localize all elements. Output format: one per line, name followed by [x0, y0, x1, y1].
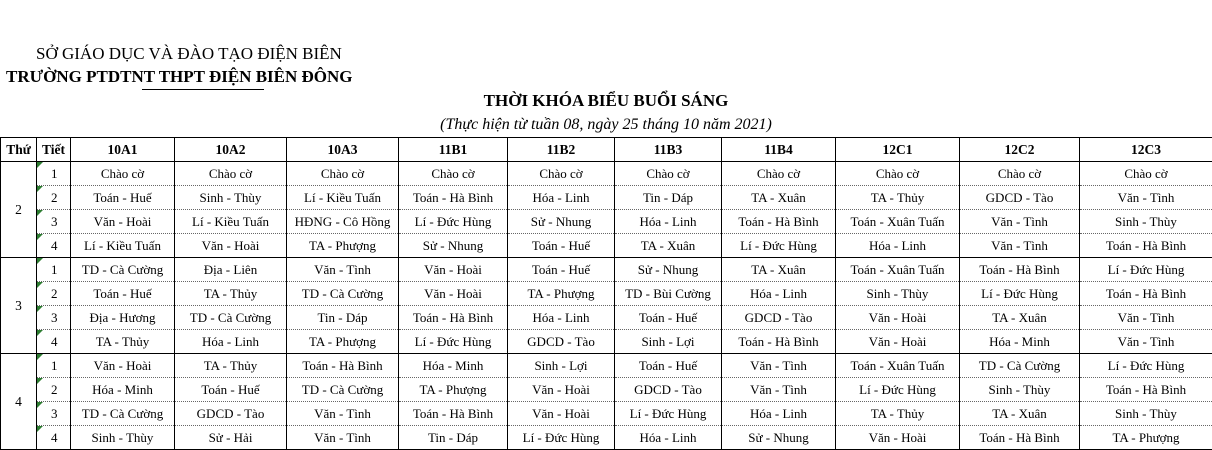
- subject-cell: Lí - Kiều Tuấn: [287, 186, 399, 210]
- comment-marker-icon: [37, 234, 43, 240]
- day-cell: 3: [1, 258, 37, 354]
- subject-cell: TA - Xuân: [960, 306, 1080, 330]
- subject-cell: Toán - Hà Bình: [722, 330, 836, 354]
- subject-cell: Toán - Huế: [615, 354, 722, 378]
- subject-cell: Văn - Hoài: [399, 258, 508, 282]
- subject-cell: Văn - Tình: [722, 378, 836, 402]
- subject-cell: Sử - Nhung: [722, 426, 836, 450]
- period-number: 2: [51, 190, 58, 205]
- subject-cell: Toán - Huế: [508, 258, 615, 282]
- timetable-body: [1, 162, 1212, 450]
- subject-cell: Tin - Dáp: [287, 306, 399, 330]
- subject-cell: Sinh - Lợi: [508, 354, 615, 378]
- comment-marker-icon: [37, 186, 43, 192]
- subject-cell: Lí - Kiều Tuấn: [71, 234, 175, 258]
- subject-cell: TA - Thủy: [71, 330, 175, 354]
- subject-cell: TA - Phượng: [399, 378, 508, 402]
- subject-cell: Hóa - Minh: [960, 330, 1080, 354]
- subject-cell: Chào cờ: [71, 162, 175, 186]
- subject-cell: Sinh - Thùy: [71, 426, 175, 450]
- subject-cell: TA - Xuân: [722, 258, 836, 282]
- subject-cell: GDCD - Tào: [615, 378, 722, 402]
- subject-cell: Lí - Đức Hùng: [399, 330, 508, 354]
- subject-cell: Văn - Tình: [287, 426, 399, 450]
- period-cell: [37, 306, 71, 330]
- department-name: SỞ GIÁO DỤC VÀ ĐÀO TẠO ĐIỆN BIÊN: [36, 44, 342, 64]
- subject-cell: Sinh - Thùy: [1080, 402, 1212, 426]
- subject-cell: Toán - Hà Bình: [399, 402, 508, 426]
- col-header-class: 12C2: [960, 138, 1080, 162]
- subject-cell: Văn - Tình: [1080, 306, 1212, 330]
- subject-cell: TD - Cà Cường: [287, 282, 399, 306]
- subject-cell: Chào cờ: [1080, 162, 1212, 186]
- subject-cell: Lí - Đức Hùng: [1080, 354, 1212, 378]
- subject-cell: Toán - Huế: [71, 186, 175, 210]
- subject-cell: GDCD - Tào: [508, 330, 615, 354]
- subject-cell: Lí - Đức Hùng: [1080, 258, 1212, 282]
- subject-cell: Lí - Kiều Tuấn: [175, 210, 287, 234]
- subject-cell: Chào cờ: [615, 162, 722, 186]
- col-header-class: 12C1: [836, 138, 960, 162]
- subject-cell: Chào cờ: [722, 162, 836, 186]
- subject-cell: TA - Thủy: [836, 186, 960, 210]
- subject-cell: Địa - Hương: [71, 306, 175, 330]
- period-number: 4: [51, 334, 58, 349]
- subject-cell: Chào cờ: [836, 162, 960, 186]
- col-header-class: 12C3: [1080, 138, 1212, 162]
- table-row: [1, 402, 1212, 426]
- comment-marker-icon: [37, 258, 43, 264]
- period-cell: [37, 258, 71, 282]
- table-row: [1, 210, 1212, 234]
- subject-cell: Hóa - Linh: [836, 234, 960, 258]
- subject-cell: TD - Cà Cường: [71, 258, 175, 282]
- table-row: [1, 186, 1212, 210]
- table-row: [1, 234, 1212, 258]
- page-title: THỜI KHÓA BIỂU BUỔI SÁNG: [0, 91, 1212, 111]
- period-cell: [37, 186, 71, 210]
- subject-cell: TA - Phượng: [508, 282, 615, 306]
- period-cell: [37, 210, 71, 234]
- school-name-text: TRƯỜNG PTDTNT THPT ĐIỆN BIÊN ĐÔNG: [6, 67, 353, 86]
- subject-cell: TA - Thủy: [175, 354, 287, 378]
- subject-cell: Chào cờ: [960, 162, 1080, 186]
- subject-cell: Toán - Huế: [508, 234, 615, 258]
- day-cell: 4: [1, 354, 37, 450]
- subject-cell: TD - Cà Cường: [960, 354, 1080, 378]
- subject-cell: Toán - Hà Bình: [399, 186, 508, 210]
- subject-cell: TA - Thủy: [836, 402, 960, 426]
- subject-cell: Địa - Liên: [175, 258, 287, 282]
- table-row: [1, 162, 1212, 186]
- subject-cell: Toán - Hà Bình: [1080, 234, 1212, 258]
- subject-cell: HĐNG - Cô Hồng: [287, 210, 399, 234]
- subject-cell: Hóa - Minh: [71, 378, 175, 402]
- subject-cell: Chào cờ: [287, 162, 399, 186]
- subject-cell: Văn - Tình: [1080, 186, 1212, 210]
- subject-cell: Toán - Huế: [615, 306, 722, 330]
- table-row: [1, 258, 1212, 282]
- day-cell: 2: [1, 162, 37, 258]
- subject-cell: Lí - Đức Hùng: [399, 210, 508, 234]
- subject-cell: Toán - Huế: [71, 282, 175, 306]
- period-number: 3: [51, 214, 58, 229]
- subject-cell: Lí - Đức Hùng: [615, 402, 722, 426]
- subject-cell: Sử - Nhung: [399, 234, 508, 258]
- period-cell: [37, 330, 71, 354]
- subject-cell: Văn - Tình: [1080, 330, 1212, 354]
- period-cell: [37, 378, 71, 402]
- subject-cell: TD - Cà Cường: [71, 402, 175, 426]
- subject-cell: Tin - Dáp: [615, 186, 722, 210]
- subject-cell: Văn - Tình: [287, 258, 399, 282]
- col-header-day: Thứ: [1, 138, 37, 162]
- col-header-class: 11B4: [722, 138, 836, 162]
- subject-cell: Văn - Hoài: [399, 282, 508, 306]
- subject-cell: Văn - Tình: [287, 402, 399, 426]
- col-header-class: 10A1: [71, 138, 175, 162]
- period-cell: [37, 162, 71, 186]
- subject-cell: Văn - Hoài: [175, 234, 287, 258]
- subject-cell: Lí - Đức Hùng: [836, 378, 960, 402]
- period-number: 3: [51, 406, 58, 421]
- subject-cell: Sinh - Thùy: [175, 186, 287, 210]
- col-header-class: 11B2: [508, 138, 615, 162]
- subject-cell: Tin - Dáp: [399, 426, 508, 450]
- subject-cell: Toán - Huế: [175, 378, 287, 402]
- subject-cell: Toán - Hà Bình: [1080, 282, 1212, 306]
- subject-cell: Sinh - Thùy: [1080, 210, 1212, 234]
- comment-marker-icon: [37, 402, 43, 408]
- subject-cell: Toán - Hà Bình: [399, 306, 508, 330]
- period-number: 1: [51, 358, 58, 373]
- subject-cell: Văn - Tình: [960, 234, 1080, 258]
- subject-cell: Hóa - Linh: [175, 330, 287, 354]
- timetable: [0, 137, 1212, 450]
- table-row: [1, 426, 1212, 450]
- subject-cell: Sinh - Lợi: [615, 330, 722, 354]
- header-row: [1, 138, 1212, 162]
- subject-cell: Hóa - Linh: [722, 282, 836, 306]
- period-cell: [37, 402, 71, 426]
- subject-cell: Văn - Hoài: [508, 402, 615, 426]
- period-number: 4: [51, 430, 58, 445]
- period-number: 1: [51, 166, 58, 181]
- col-header-class: 11B3: [615, 138, 722, 162]
- subject-cell: Sử - Nhung: [615, 258, 722, 282]
- comment-marker-icon: [37, 162, 43, 168]
- table-row: [1, 354, 1212, 378]
- school-underline: [142, 89, 264, 90]
- period-number: 2: [51, 286, 58, 301]
- col-header-class: 10A2: [175, 138, 287, 162]
- subject-cell: TA - Thủy: [175, 282, 287, 306]
- subject-cell: Sinh - Thùy: [836, 282, 960, 306]
- subject-cell: TA - Xuân: [615, 234, 722, 258]
- subject-cell: Toán - Hà Bình: [287, 354, 399, 378]
- subject-cell: Văn - Hoài: [508, 378, 615, 402]
- comment-marker-icon: [37, 306, 43, 312]
- table-row: [1, 378, 1212, 402]
- subject-cell: Hóa - Linh: [615, 426, 722, 450]
- table-row: [1, 330, 1212, 354]
- period-number: 1: [51, 262, 58, 277]
- subject-cell: Toán - Hà Bình: [960, 258, 1080, 282]
- subject-cell: Lí - Đức Hùng: [960, 282, 1080, 306]
- comment-marker-icon: [37, 330, 43, 336]
- comment-marker-icon: [37, 210, 43, 216]
- subject-cell: Hóa - Minh: [399, 354, 508, 378]
- subject-cell: Toán - Hà Bình: [960, 426, 1080, 450]
- period-cell: [37, 426, 71, 450]
- subject-cell: TD - Bùi Cường: [615, 282, 722, 306]
- comment-marker-icon: [37, 426, 43, 432]
- subject-cell: Sử - Nhung: [508, 210, 615, 234]
- subject-cell: Toán - Hà Bình: [1080, 378, 1212, 402]
- subject-cell: Hóa - Linh: [722, 402, 836, 426]
- school-name: [6, 67, 353, 87]
- subject-cell: TA - Xuân: [960, 402, 1080, 426]
- table-row: [1, 282, 1212, 306]
- period-number: 3: [51, 310, 58, 325]
- table-row: [1, 306, 1212, 330]
- period-cell: [37, 234, 71, 258]
- subject-cell: Lí - Đức Hùng: [722, 234, 836, 258]
- col-header-class: 11B1: [399, 138, 508, 162]
- subject-cell: Hóa - Linh: [615, 210, 722, 234]
- col-header-class: 10A3: [287, 138, 399, 162]
- subject-cell: GDCD - Tào: [960, 186, 1080, 210]
- subject-cell: GDCD - Tào: [722, 306, 836, 330]
- subject-cell: Toán - Hà Bình: [722, 210, 836, 234]
- subject-cell: Toán - Xuân Tuấn: [836, 210, 960, 234]
- subject-cell: TA - Phượng: [287, 330, 399, 354]
- subject-cell: Sử - Hải: [175, 426, 287, 450]
- subject-cell: Chào cờ: [508, 162, 615, 186]
- subject-cell: GDCD - Tào: [175, 402, 287, 426]
- period-number: 4: [51, 238, 58, 253]
- subject-cell: Chào cờ: [399, 162, 508, 186]
- col-header-period: Tiết: [37, 138, 71, 162]
- subject-cell: Văn - Hoài: [71, 210, 175, 234]
- subject-cell: TA - Phượng: [1080, 426, 1212, 450]
- comment-marker-icon: [37, 282, 43, 288]
- comment-marker-icon: [37, 378, 43, 384]
- subject-cell: Hóa - Linh: [508, 306, 615, 330]
- comment-marker-icon: [37, 354, 43, 360]
- subject-cell: Lí - Đức Hùng: [508, 426, 615, 450]
- subject-cell: Văn - Tình: [722, 354, 836, 378]
- page-subtitle: (Thực hiện từ tuần 08, ngày 25 tháng 10 năm 2021): [0, 116, 1212, 134]
- period-number: 2: [51, 382, 58, 397]
- period-cell: [37, 282, 71, 306]
- period-cell: [37, 354, 71, 378]
- subject-cell: Chào cờ: [175, 162, 287, 186]
- subject-cell: Hóa - Linh: [508, 186, 615, 210]
- subject-cell: Văn - Hoài: [836, 306, 960, 330]
- subject-cell: Văn - Hoài: [836, 426, 960, 450]
- subject-cell: TD - Cà Cường: [175, 306, 287, 330]
- subject-cell: Văn - Tình: [960, 210, 1080, 234]
- subject-cell: Sinh - Thùy: [960, 378, 1080, 402]
- subject-cell: TA - Phượng: [287, 234, 399, 258]
- subject-cell: TD - Cà Cường: [287, 378, 399, 402]
- subject-cell: Toán - Xuân Tuấn: [836, 354, 960, 378]
- subject-cell: Văn - Hoài: [836, 330, 960, 354]
- subject-cell: Văn - Hoài: [71, 354, 175, 378]
- subject-cell: TA - Xuân: [722, 186, 836, 210]
- subject-cell: Toán - Xuân Tuấn: [836, 258, 960, 282]
